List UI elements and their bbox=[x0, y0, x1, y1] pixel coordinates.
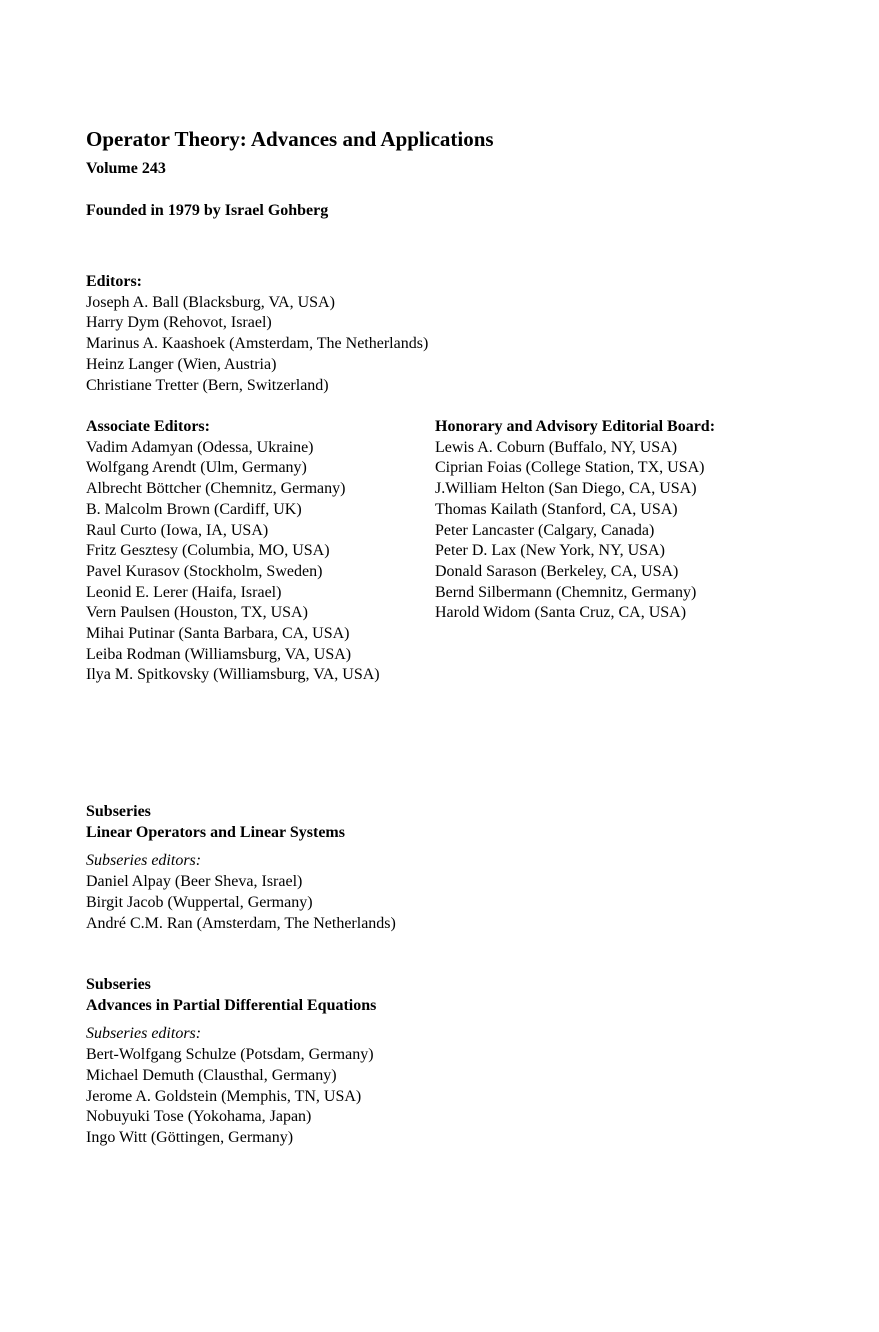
board-member-name: Peter Lancaster (Calgary, Canada) bbox=[435, 521, 655, 539]
associate-editor-name: Leiba Rodman (Williamsburg, VA, USA) bbox=[86, 645, 352, 663]
editors-heading: Editors: bbox=[86, 273, 142, 290]
editor-name: Joseph A. Ball (Blacksburg, VA, USA) bbox=[86, 293, 335, 311]
subseries-editor-name: Ingo Witt (Göttingen, Germany) bbox=[86, 1128, 294, 1146]
editor-name: Marinus A. Kaashoek (Amsterdam, The Netherlands) bbox=[86, 335, 429, 353]
editors-section bbox=[86, 272, 428, 396]
series-title: Operator Theory: Advances and Applications bbox=[86, 127, 494, 151]
board-member-name: Lewis A. Coburn (Buffalo, NY, USA) bbox=[435, 438, 678, 456]
subseries-editor-name: André C.M. Ran (Amsterdam, The Netherlands) bbox=[86, 914, 396, 932]
board-member-name: Peter D. Lax (New York, NY, USA) bbox=[435, 542, 665, 560]
subseries-editor-name: Daniel Alpay (Beer Sheva, Israel) bbox=[86, 873, 303, 891]
subseries-linear-operators bbox=[86, 802, 396, 934]
associate-editor-name: Fritz Gesztesy (Columbia, MO, USA) bbox=[86, 542, 330, 560]
associate-editor-name: B. Malcolm Brown (Cardiff, UK) bbox=[86, 500, 302, 518]
subseries-editor-name: Birgit Jacob (Wuppertal, Germany) bbox=[86, 893, 313, 911]
board-member-name: J.William Helton (San Diego, CA, USA) bbox=[435, 480, 697, 498]
honorary-board-section bbox=[435, 417, 715, 624]
volume-number: Volume 243 bbox=[86, 160, 166, 177]
subseries-title: Advances in Partial Differential Equations bbox=[86, 996, 377, 1014]
associate-editor-name: Leonid E. Lerer (Haifa, Israel) bbox=[86, 583, 282, 601]
associate-editor-name: Pavel Kurasov (Stockholm, Sweden) bbox=[86, 562, 323, 580]
subseries-label: Subseries bbox=[86, 976, 151, 993]
associate-editor-name: Wolfgang Arendt (Ulm, Germany) bbox=[86, 459, 307, 477]
subseries-editor-name: Michael Demuth (Clausthal, Germany) bbox=[86, 1066, 337, 1084]
associate-editor-name: Albrecht Böttcher (Chemnitz, Germany) bbox=[86, 480, 346, 498]
editor-name: Harry Dym (Rehovot, Israel) bbox=[86, 314, 272, 332]
board-member-name: Bernd Silbermann (Chemnitz, Germany) bbox=[435, 583, 697, 601]
associate-editor-name: Raul Curto (Iowa, IA, USA) bbox=[86, 521, 269, 539]
associate-editors-heading: Associate Editors: bbox=[86, 418, 210, 435]
editor-name: Christiane Tretter (Bern, Switzerland) bbox=[86, 376, 329, 394]
editor-name: Heinz Langer (Wien, Austria) bbox=[86, 355, 277, 373]
associate-editor-name: Mihai Putinar (Santa Barbara, CA, USA) bbox=[86, 625, 350, 643]
subseries-editor-name: Bert-Wolfgang Schulze (Potsdam, Germany) bbox=[86, 1046, 374, 1064]
board-member-name: Thomas Kailath (Stanford, CA, USA) bbox=[435, 500, 678, 518]
board-member-name: Ciprian Foias (College Station, TX, USA) bbox=[435, 459, 705, 477]
associate-editor-name: Vern Paulsen (Houston, TX, USA) bbox=[86, 604, 308, 622]
honorary-board-heading: Honorary and Advisory Editorial Board: bbox=[435, 418, 716, 435]
associate-editor-name: Ilya M. Spitkovsky (Williamsburg, VA, USA) bbox=[86, 666, 380, 684]
subseries-pde bbox=[86, 975, 376, 1149]
associate-editors-section bbox=[86, 417, 380, 686]
subseries-editor-name: Nobuyuki Tose (Yokohama, Japan) bbox=[86, 1108, 312, 1126]
founded-note: Founded in 1979 by Israel Gohberg bbox=[86, 202, 329, 219]
subseries-label: Subseries bbox=[86, 803, 151, 820]
subseries-editors-label: Subseries editors: bbox=[86, 852, 202, 870]
subseries-title: Linear Operators and Linear Systems bbox=[86, 823, 345, 841]
subseries-editor-name: Jerome A. Goldstein (Memphis, TN, USA) bbox=[86, 1087, 362, 1105]
board-member-name: Harold Widom (Santa Cruz, CA, USA) bbox=[435, 604, 687, 622]
board-member-name: Donald Sarason (Berkeley, CA, USA) bbox=[435, 562, 679, 580]
subseries-editors-label: Subseries editors: bbox=[86, 1025, 202, 1043]
associate-editor-name: Vadim Adamyan (Odessa, Ukraine) bbox=[86, 438, 314, 456]
